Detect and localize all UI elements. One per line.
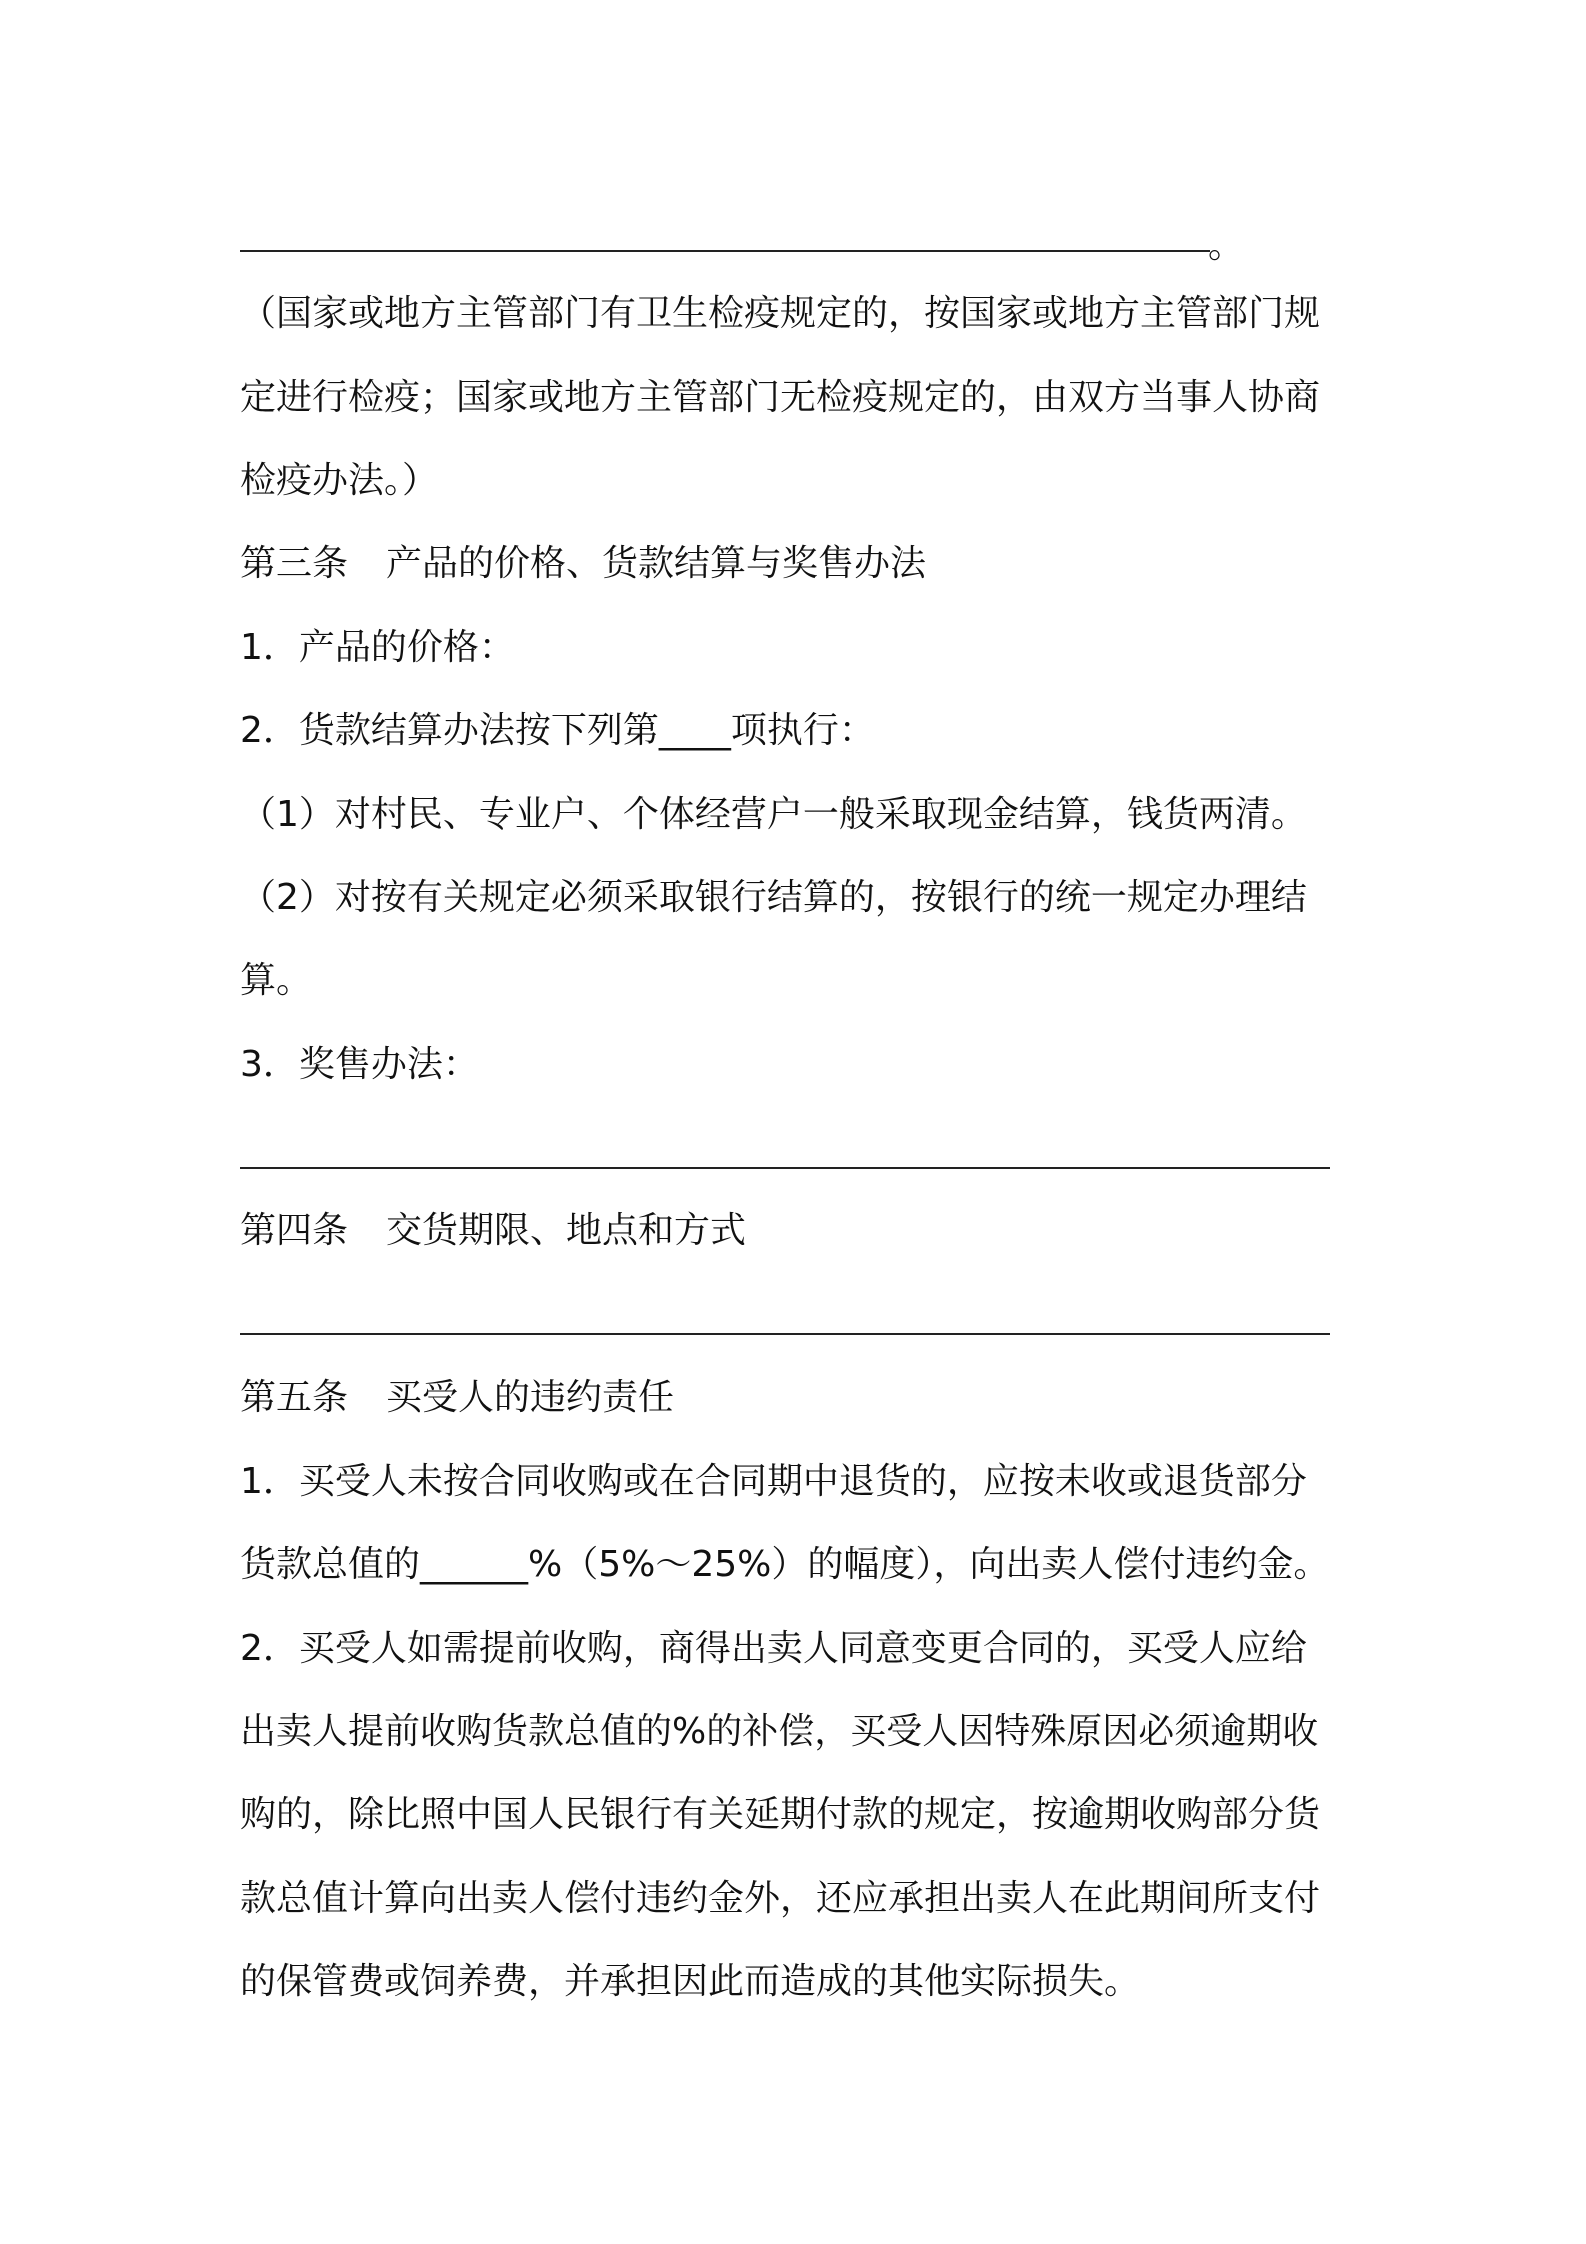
document-page xyxy=(240,0,1370,2244)
article-3-number: 第三条 xyxy=(240,543,349,584)
article-5-item-2-line-1: 2．买受人如需提前收购，商得出卖人同意变更合同的，买受人应给 xyxy=(240,1628,1307,1669)
fill-in-blank-line xyxy=(240,1167,1330,1169)
article-3-sub-item-2-line-1: （2）对按有关规定必须采取银行结算的，按银行的统一规定办理结 xyxy=(240,877,1307,918)
article-4-heading xyxy=(240,1207,746,1255)
article-5-heading xyxy=(240,1374,674,1422)
article-5-title: 买受人的违约责任 xyxy=(386,1377,675,1418)
fill-in-blank-line xyxy=(240,250,1210,252)
article-5-item-1-line-2: 货款总值的______%（5%～25%）的幅度），向出卖人偿付违约金。 xyxy=(240,1544,1330,1585)
article-4-title: 交货期限、地点和方式 xyxy=(386,1210,747,1251)
article-5-number: 第五条 xyxy=(240,1377,349,1418)
article-3-sub-item-1: （1）对村民、专业户、个体经营户一般采取现金结算，钱货两清。 xyxy=(240,794,1307,835)
quarantine-note-line-1: （国家或地方主管部门有卫生检疫规定的，按国家或地方主管部门规 xyxy=(240,293,1321,334)
article-3-item-2: 2．货款结算办法按下列第____项执行： xyxy=(240,710,875,751)
article-5-item-2-line-4: 款总值计算向出卖人偿付违约金外，还应承担出卖人在此期间所支付 xyxy=(240,1878,1321,1919)
article-5-item-1-line-1: 1．买受人未按合同收购或在合同期中退货的，应按未收或退货部分 xyxy=(240,1461,1307,1502)
article-3-item-3: 3．奖售办法： xyxy=(240,1044,479,1085)
article-3-title: 产品的价格、货款结算与奖售办法 xyxy=(386,543,927,584)
article-4-number: 第四条 xyxy=(240,1210,349,1251)
article-3-heading xyxy=(240,540,926,588)
article-5-item-2-line-3: 购的，除比照中国人民银行有关延期付款的规定，按逾期收购部分货 xyxy=(240,1794,1321,1835)
quarantine-note-line-3: 检疫办法。） xyxy=(240,460,439,501)
article-3-sub-item-2-line-2: 算。 xyxy=(240,960,313,1001)
article-3-item-1: 1．产品的价格： xyxy=(240,627,515,668)
fill-in-blank-line xyxy=(240,1333,1330,1335)
quarantine-note-line-2: 定进行检疫；国家或地方主管部门无检疫规定的，由双方当事人协商 xyxy=(240,377,1321,418)
article-5-item-2-line-5: 的保管费或饲养费，并承担因此而造成的其他实际损失。 xyxy=(240,1961,1141,2002)
article-5-item-2-line-2: 出卖人提前收购货款总值的%的补偿，买受人因特殊原因必须逾期收 xyxy=(240,1711,1319,1752)
blank-line-period: 。 xyxy=(1208,225,1245,266)
